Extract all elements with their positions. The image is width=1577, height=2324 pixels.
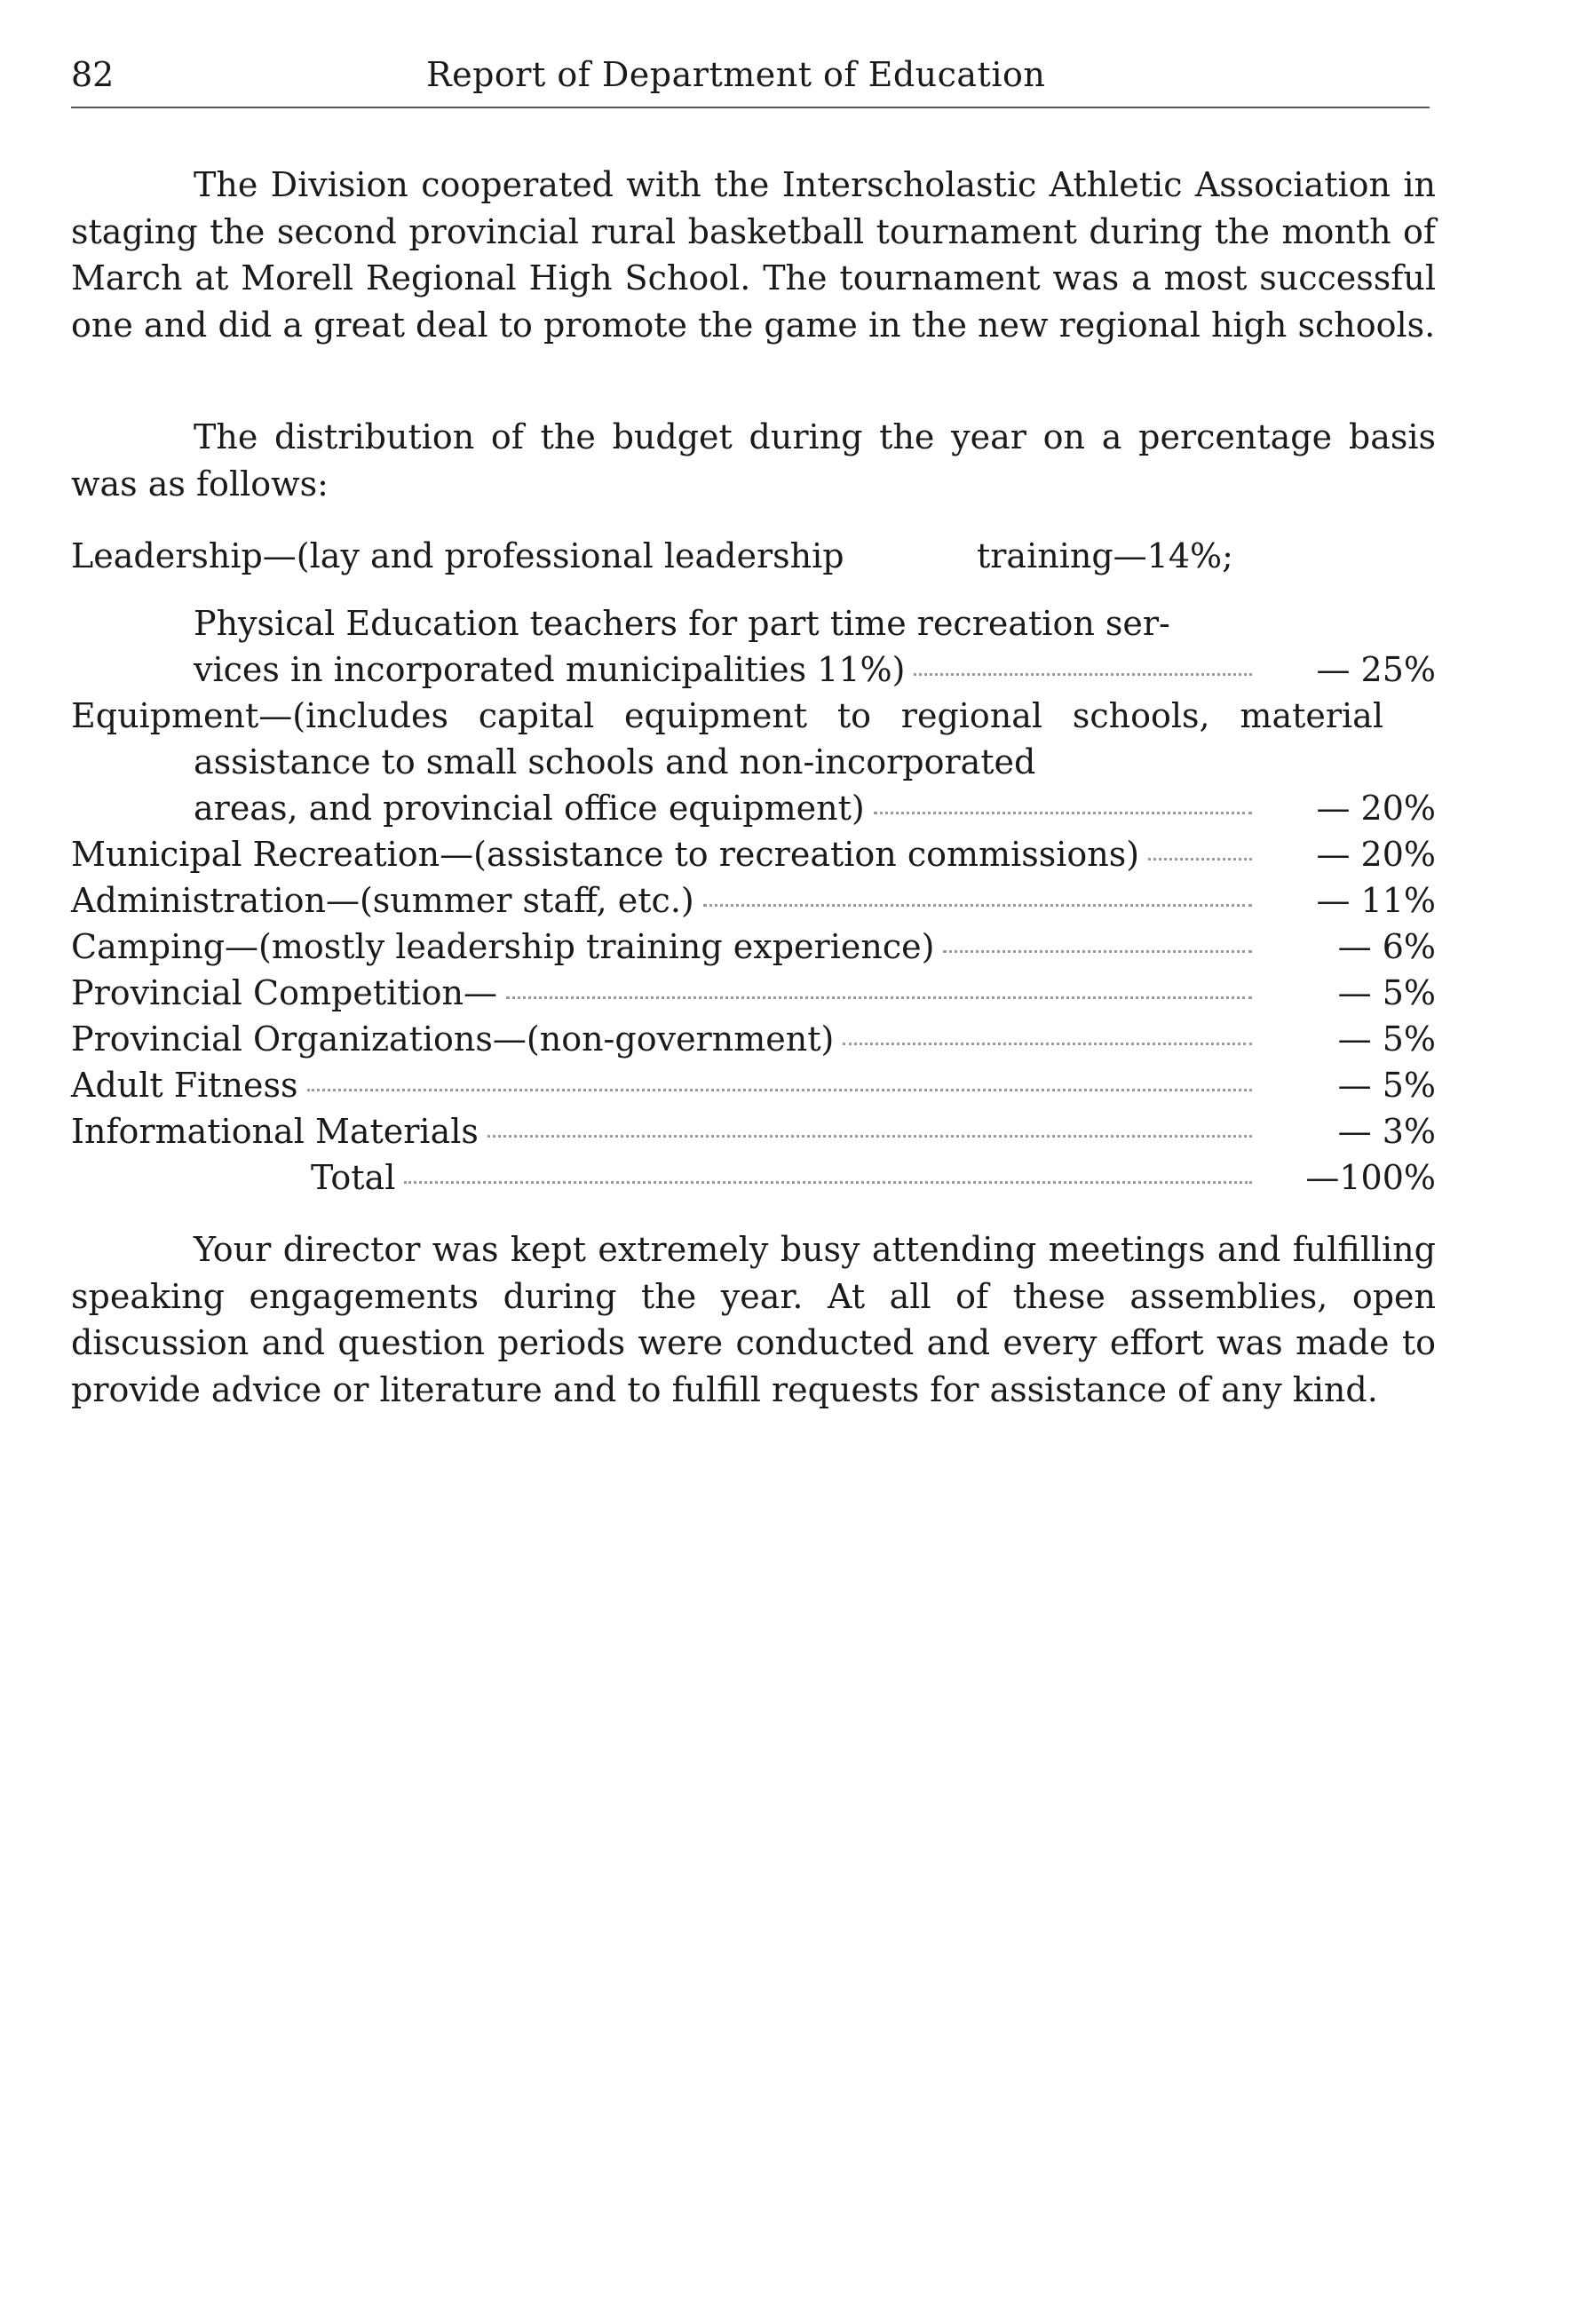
dot-leader bbox=[874, 812, 1252, 814]
organizations-label: Provincial Organizations—(non-government) bbox=[71, 1019, 835, 1059]
dot-leader bbox=[843, 1043, 1252, 1045]
dot-leader bbox=[404, 1181, 1252, 1184]
budget-row-materials bbox=[71, 1108, 1436, 1154]
camping-label: Camping—(mostly leadership training experience) bbox=[71, 927, 935, 966]
municipal-label: Municipal Recreation—(assistance to recreation commissions) bbox=[71, 835, 1140, 874]
budget-row-organizations bbox=[71, 1016, 1436, 1062]
administration-label: Administration—(summer staff, etc.) bbox=[71, 881, 694, 920]
leadership-sub-line: Physical Education teachers for part time recreation ser- bbox=[194, 604, 1170, 643]
budget-value-equipment: — 20% bbox=[1316, 789, 1436, 828]
budget-leadership-heading bbox=[71, 533, 1436, 580]
dot-leader bbox=[307, 1089, 1253, 1091]
budget-value-total: —100% bbox=[1305, 1158, 1436, 1197]
budget-row-camping bbox=[71, 924, 1436, 970]
page-number: 82 bbox=[71, 55, 115, 94]
competition-label: Provincial Competition— bbox=[71, 973, 498, 1012]
budget-row-administration bbox=[71, 877, 1436, 924]
leadership-training-share: training—14%; bbox=[977, 536, 1233, 575]
paragraph-director: Your director was kept extremely busy attending meetings and fulfilling speaking engagements during the year. At all of these assemblies, open discussion and question periods were conducted and every effort was made to provide advice or literature and to fulfill requests for assistance of any kind. bbox=[71, 1230, 1436, 1409]
budget-row-total bbox=[71, 1154, 1436, 1201]
budget-row-fitness bbox=[71, 1062, 1436, 1108]
dot-leader bbox=[703, 904, 1252, 907]
budget-value-competition: — 5% bbox=[1337, 973, 1436, 1012]
budget-value-camping: — 6% bbox=[1337, 927, 1436, 966]
running-head: Report of Department of Education bbox=[426, 55, 1046, 94]
budget-value-municipal: — 20% bbox=[1316, 835, 1436, 874]
paragraph-distribution-intro: The distribution of the budget during the year on a percentage basis was as follows: bbox=[71, 417, 1436, 504]
budget-value-materials: — 3% bbox=[1337, 1112, 1436, 1151]
paragraph-tournament: The Division cooperated with the Interscholastic Athletic Association in staging the second provincial rural basketball tournament during the month of March at Morell Regional High School. The tournament was a most successful one and did a great deal to promote the game in the new regional high schools. bbox=[71, 165, 1436, 345]
total-label: Total bbox=[311, 1158, 396, 1197]
budget-row-municipal bbox=[71, 831, 1436, 877]
fitness-label: Adult Fitness bbox=[71, 1066, 298, 1105]
dot-leader bbox=[943, 950, 1252, 953]
budget-row-leadership bbox=[71, 600, 1436, 693]
equipment-label: Equipment—(includes capital equipment to regional schools, material assistance to small schools and non-incorporated bbox=[71, 696, 1383, 781]
budget-value-leadership: — 25% bbox=[1316, 650, 1436, 689]
budget-row-equipment bbox=[71, 693, 1436, 831]
materials-label: Informational Materials bbox=[71, 1112, 479, 1151]
dot-leader bbox=[914, 673, 1252, 676]
budget-row-competition bbox=[71, 970, 1436, 1016]
dot-leader bbox=[487, 1135, 1252, 1138]
budget-value-administration: — 11% bbox=[1316, 881, 1436, 920]
leadership-label: Leadership—(lay and professional leadership bbox=[71, 536, 844, 575]
budget-value-fitness: — 5% bbox=[1337, 1066, 1436, 1105]
budget-value-organizations: — 5% bbox=[1337, 1019, 1436, 1059]
leadership-sub-line-end: vices in incorporated municipalities 11%) bbox=[194, 650, 906, 689]
dot-leader bbox=[506, 996, 1252, 999]
dot-leader bbox=[1148, 858, 1252, 861]
equipment-label-end: areas, and provincial office equipment) bbox=[194, 789, 865, 828]
page-header bbox=[71, 55, 1430, 108]
